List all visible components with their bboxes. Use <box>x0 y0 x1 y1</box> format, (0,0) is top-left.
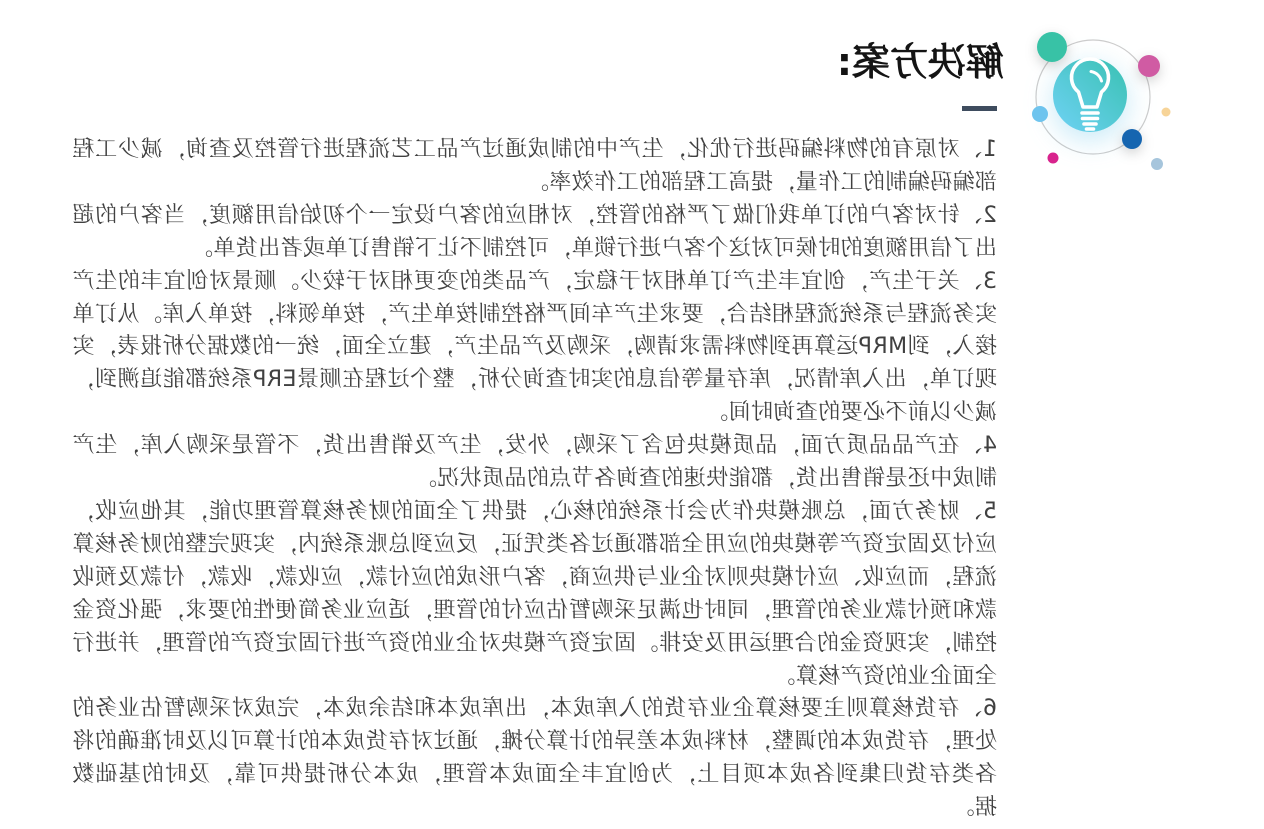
solution-item-5: 5、财务方面，总账模块作为会计系统的核心，提供了全面的财务核算管理功能，其他应收，应付及固定资产等模块的应用全部都通过各类凭证，反应到总账系统内，实现完整的财务核算流程，而应收、应付模块则对企业与供应商，客户形成的应付款，应收款，收款，付款及预收款和预付款业务的管理，同时也满足采购暂估应付的管理，适应业务简便性的要求，强化资金控制，实现资金的合理运用及安排。固定资产模块对企业的资产进行固定资产的管理，并进行全面企业的资产核算。 <box>72 498 997 689</box>
lightbulb-circle <box>1053 58 1127 132</box>
page-title: 解决方案: <box>836 40 1004 84</box>
gray-blue-dot-icon <box>1151 158 1163 170</box>
title-underline <box>962 106 997 111</box>
lightbulb-badge-svg <box>1016 24 1176 184</box>
teal-dot-icon <box>1037 32 1067 62</box>
solution-item-3: 3、关于生产，创宜丰生产订单相对于稳定，产品类的变更相对于较少。顺景对创宜丰的生产实务流程与系统流程相结合，要求生产车间严格控制按单生产，按单领料，按单入库。从订单接入，到MRP运算再到物料需求请购，采购及产品生产，建立全面，统一的数据分析报表，实现订单，出入库情况，库存量等信息的实时查询分析，整个过程在顺景ERP系统都能追溯到，减少以前不必要的查询时间。 <box>72 268 997 426</box>
pink-dot-icon <box>1138 55 1160 77</box>
pale-orange-dot-icon <box>1162 108 1171 117</box>
solutions-list <box>72 134 997 825</box>
magenta-dot-icon <box>1048 153 1059 164</box>
dark-blue-dot-icon <box>1122 129 1142 149</box>
solution-item-6: 6、存货核算则主要核算企业存货的入库成本，出库成本和结余成本，完成对采购暂估业务的处理，存货成本的调整，材料成本差异的计算分摊，通过对存货成本的计算可以及时准确的将各类存货归集到各成本项目上，为创宜丰全面成本管理，成本分析提供可靠，及时的基础数据。 <box>72 696 997 821</box>
solution-item-2: 2、针对客户的订单我们做了严格的管控，对相应的客户设定一个初始信用额度，当客户的超出了信用额度的时候可对这个客户进行锁单，可控制不让下销售订单或者出货单。 <box>72 202 997 261</box>
solution-item-4: 4、在产品品质方面，品质模块包含了采购，外发，生产及销售出货，不管是采购入库，生产制成中还是销售出货，都能快速的查询各节点的品质状况。 <box>72 433 997 492</box>
light-blue-dot-icon <box>1032 106 1048 122</box>
solution-item-1: 1、对原有的物料编码进行优化，生产中的制成通过产品工艺流程进行管控及查询，减少工程部编码编制的工作量，提高工程部的工作效率。 <box>72 137 997 195</box>
lightbulb-badge <box>1016 24 1176 184</box>
